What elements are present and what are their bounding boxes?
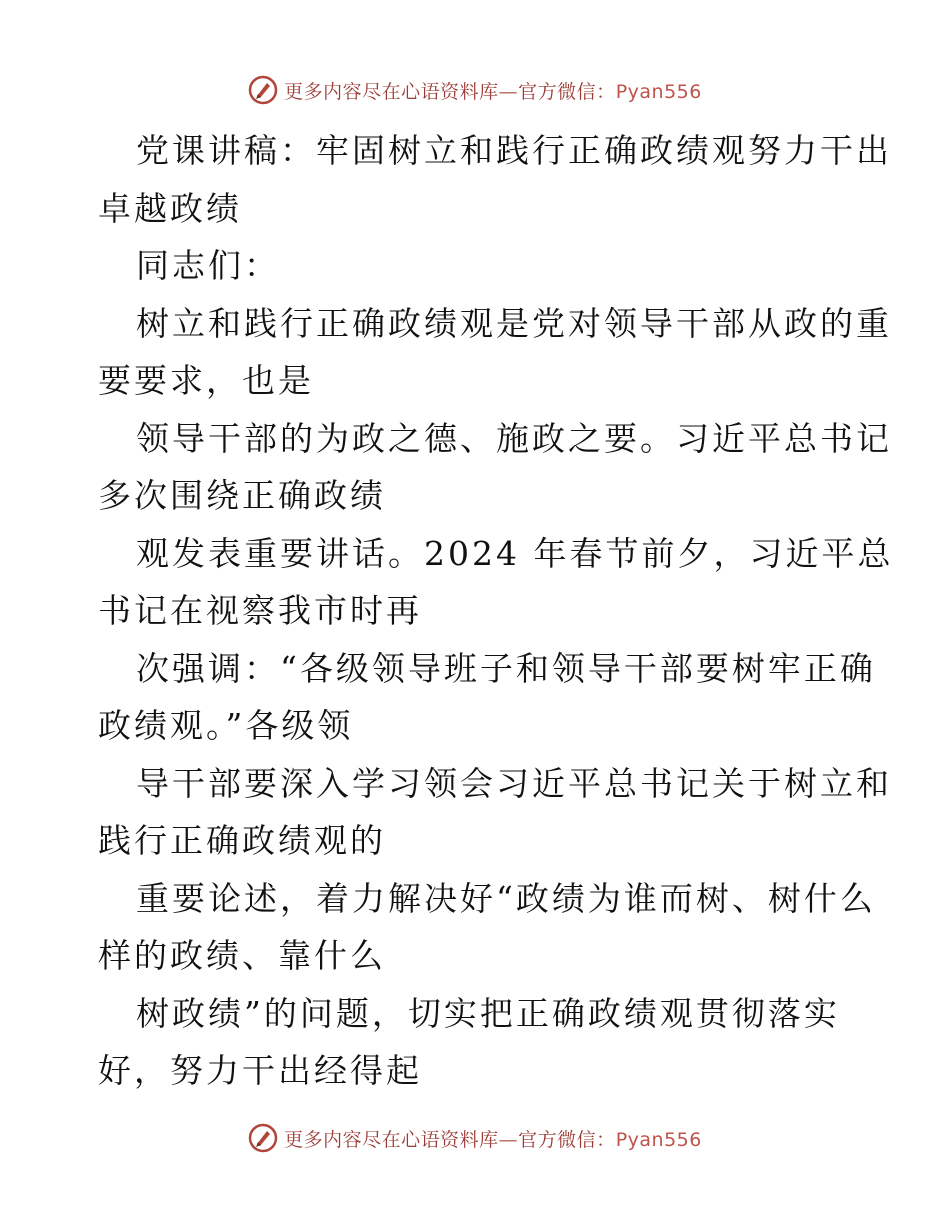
pen-nib-circle-icon <box>248 1123 278 1153</box>
pen-nib-circle-icon <box>248 75 278 105</box>
body-line: 样的政绩、靠什么 <box>98 936 386 975</box>
body-line: 领导干部的为政之德、施政之要。习近平总书记 <box>136 418 892 458</box>
body-line: 践行正确政绩观的 <box>98 821 386 860</box>
body-line: 好，努力干出经得起 <box>98 1051 422 1090</box>
body-line: 树立和践行正确政绩观是党对领导干部从政的重 <box>136 303 892 343</box>
salutation: 同志们： <box>136 246 280 285</box>
body-line: 重要论述，着力解决好“政绩为谁而树、树什么 <box>136 878 876 918</box>
body-line: 树政绩”的问题，切实把正确政绩观贯彻落实 <box>136 993 840 1033</box>
header-watermark <box>0 72 950 108</box>
body-line: 次强调：“各级领导班子和领导干部要树牢正确 <box>136 648 876 688</box>
document-body <box>98 122 894 1100</box>
body-line: 多次围绕正确政绩 <box>98 476 386 515</box>
body-line: 书记在视察我市时再 <box>98 591 422 630</box>
body-line: 要要求，也是 <box>98 361 314 400</box>
footer-watermark <box>0 1120 950 1156</box>
body-line: 导干部要深入学习领会习近平总书记关于树立和 <box>136 763 892 803</box>
document-title-line-2: 卓越政绩 <box>98 188 242 228</box>
body-line: 政绩观。”各级领 <box>98 706 354 745</box>
watermark-text: 更多内容尽在心语资料库—官方微信：Pyan556 <box>284 1128 702 1151</box>
document-title-line-1: 党课讲稿：牢固树立和践行正确政绩观努力干出 <box>136 131 892 170</box>
watermark-text: 更多内容尽在心语资料库—官方微信：Pyan556 <box>284 80 702 103</box>
body-line: 观发表重要讲话。2024 年春节前夕，习近平总 <box>136 533 894 573</box>
